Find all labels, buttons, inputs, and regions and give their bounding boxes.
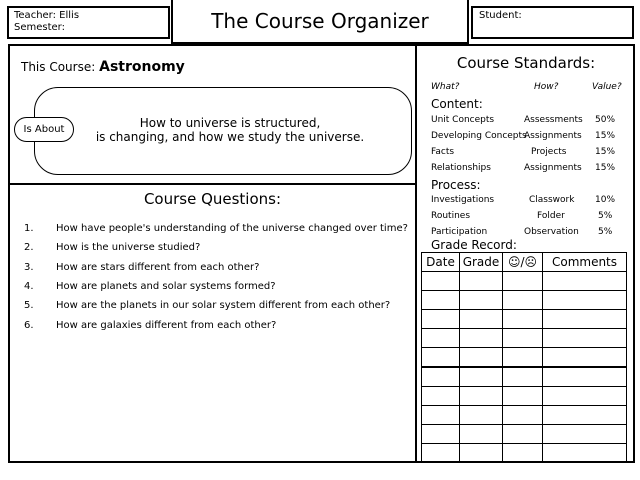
standard-how: Projects [531, 147, 567, 157]
teacher-semester-box [7, 6, 170, 39]
standard-what: Relationships [431, 163, 491, 173]
is-about-bubble [14, 117, 74, 142]
question-item [24, 223, 408, 234]
section-divider [9, 183, 416, 185]
grade-row [422, 310, 627, 329]
title-box [171, 0, 469, 44]
standard-how: Assessments [524, 115, 583, 125]
question-item [24, 242, 200, 253]
question-number: 1. [24, 223, 34, 234]
question-number: 3. [24, 262, 34, 273]
this-course-label: This Course: [21, 60, 96, 74]
question-number: 5. [24, 300, 34, 311]
student-field: Student: [479, 10, 522, 21]
grade-row [422, 367, 627, 387]
student-box [471, 6, 634, 39]
standard-value: 50% [595, 115, 616, 125]
standard-what: Investigations [431, 195, 495, 205]
question-text: How is the universe studied? [56, 242, 201, 253]
this-course-line [21, 59, 185, 75]
course-standards-title: Course Standards: [456, 54, 596, 72]
standard-how: Assignments [524, 163, 582, 173]
semester-field: Semester: [14, 22, 65, 33]
question-text: How are stars different from each other? [56, 262, 260, 273]
standard-what: Routines [431, 211, 471, 221]
standard-how: Assignments [524, 131, 582, 141]
question-number: 4. [24, 281, 34, 292]
standard-what: Participation [431, 227, 488, 237]
description-line-2: is changing, and how we study the universe. [95, 130, 365, 144]
grade-row [422, 387, 627, 406]
page-title: The Course Organizer [211, 9, 429, 33]
question-text: How are planets and solar systems formed? [56, 281, 276, 292]
grade-row [422, 291, 627, 310]
grade-row [422, 272, 627, 291]
standard-value: 5% [598, 227, 613, 237]
content-label: Content: [431, 97, 483, 111]
standard-value: 10% [595, 195, 616, 205]
comments-column-header: Comments [543, 253, 627, 272]
question-text: How are galaxies different from each other? [56, 320, 277, 331]
grade-record-label: Grade Record: [431, 238, 517, 252]
question-item [24, 300, 390, 311]
grade-record-table [421, 252, 627, 463]
grade-column-header: Grade [460, 253, 503, 272]
question-item [24, 320, 276, 331]
description-line-1: How to universe is structured, [139, 116, 321, 130]
grade-row [422, 406, 627, 425]
standard-what: Facts [431, 147, 455, 157]
grade-row [422, 444, 627, 463]
standard-how: Classwork [529, 195, 575, 205]
value-header: Value? [592, 82, 622, 92]
standard-value: 15% [595, 147, 616, 157]
standard-value: 5% [598, 211, 613, 221]
question-item [24, 262, 259, 273]
process-label: Process: [431, 178, 481, 192]
grade-header-row [422, 253, 627, 272]
how-header: How? [534, 82, 559, 92]
date-column-header: Date [422, 253, 460, 272]
grade-row [422, 425, 627, 444]
question-number: 6. [24, 320, 34, 331]
teacher-field: Teacher: Ellis [14, 10, 80, 21]
standard-how: Observation [524, 227, 579, 237]
question-text: How are the planets in our solar system different from each other? [56, 300, 391, 311]
standard-how: Folder [537, 211, 565, 221]
standard-value: 15% [595, 163, 616, 173]
column-divider [415, 45, 417, 462]
question-number: 2. [24, 242, 34, 253]
course-description [80, 116, 380, 144]
question-item [24, 281, 276, 292]
smiley-frown-column-header: ☺/☹ [503, 253, 543, 272]
is-about-label: Is About [23, 124, 65, 135]
what-header: What? [431, 82, 460, 92]
standard-what: Developing Concepts [431, 131, 527, 141]
grade-row [422, 329, 627, 348]
standard-what: Unit Concepts [431, 115, 495, 125]
course-name: Astronomy [99, 59, 185, 75]
standard-value: 15% [595, 131, 616, 141]
grade-row [422, 348, 627, 368]
question-text: How have people's understanding of the universe changed over time? [56, 223, 408, 234]
course-questions-title: Course Questions: [143, 190, 282, 208]
